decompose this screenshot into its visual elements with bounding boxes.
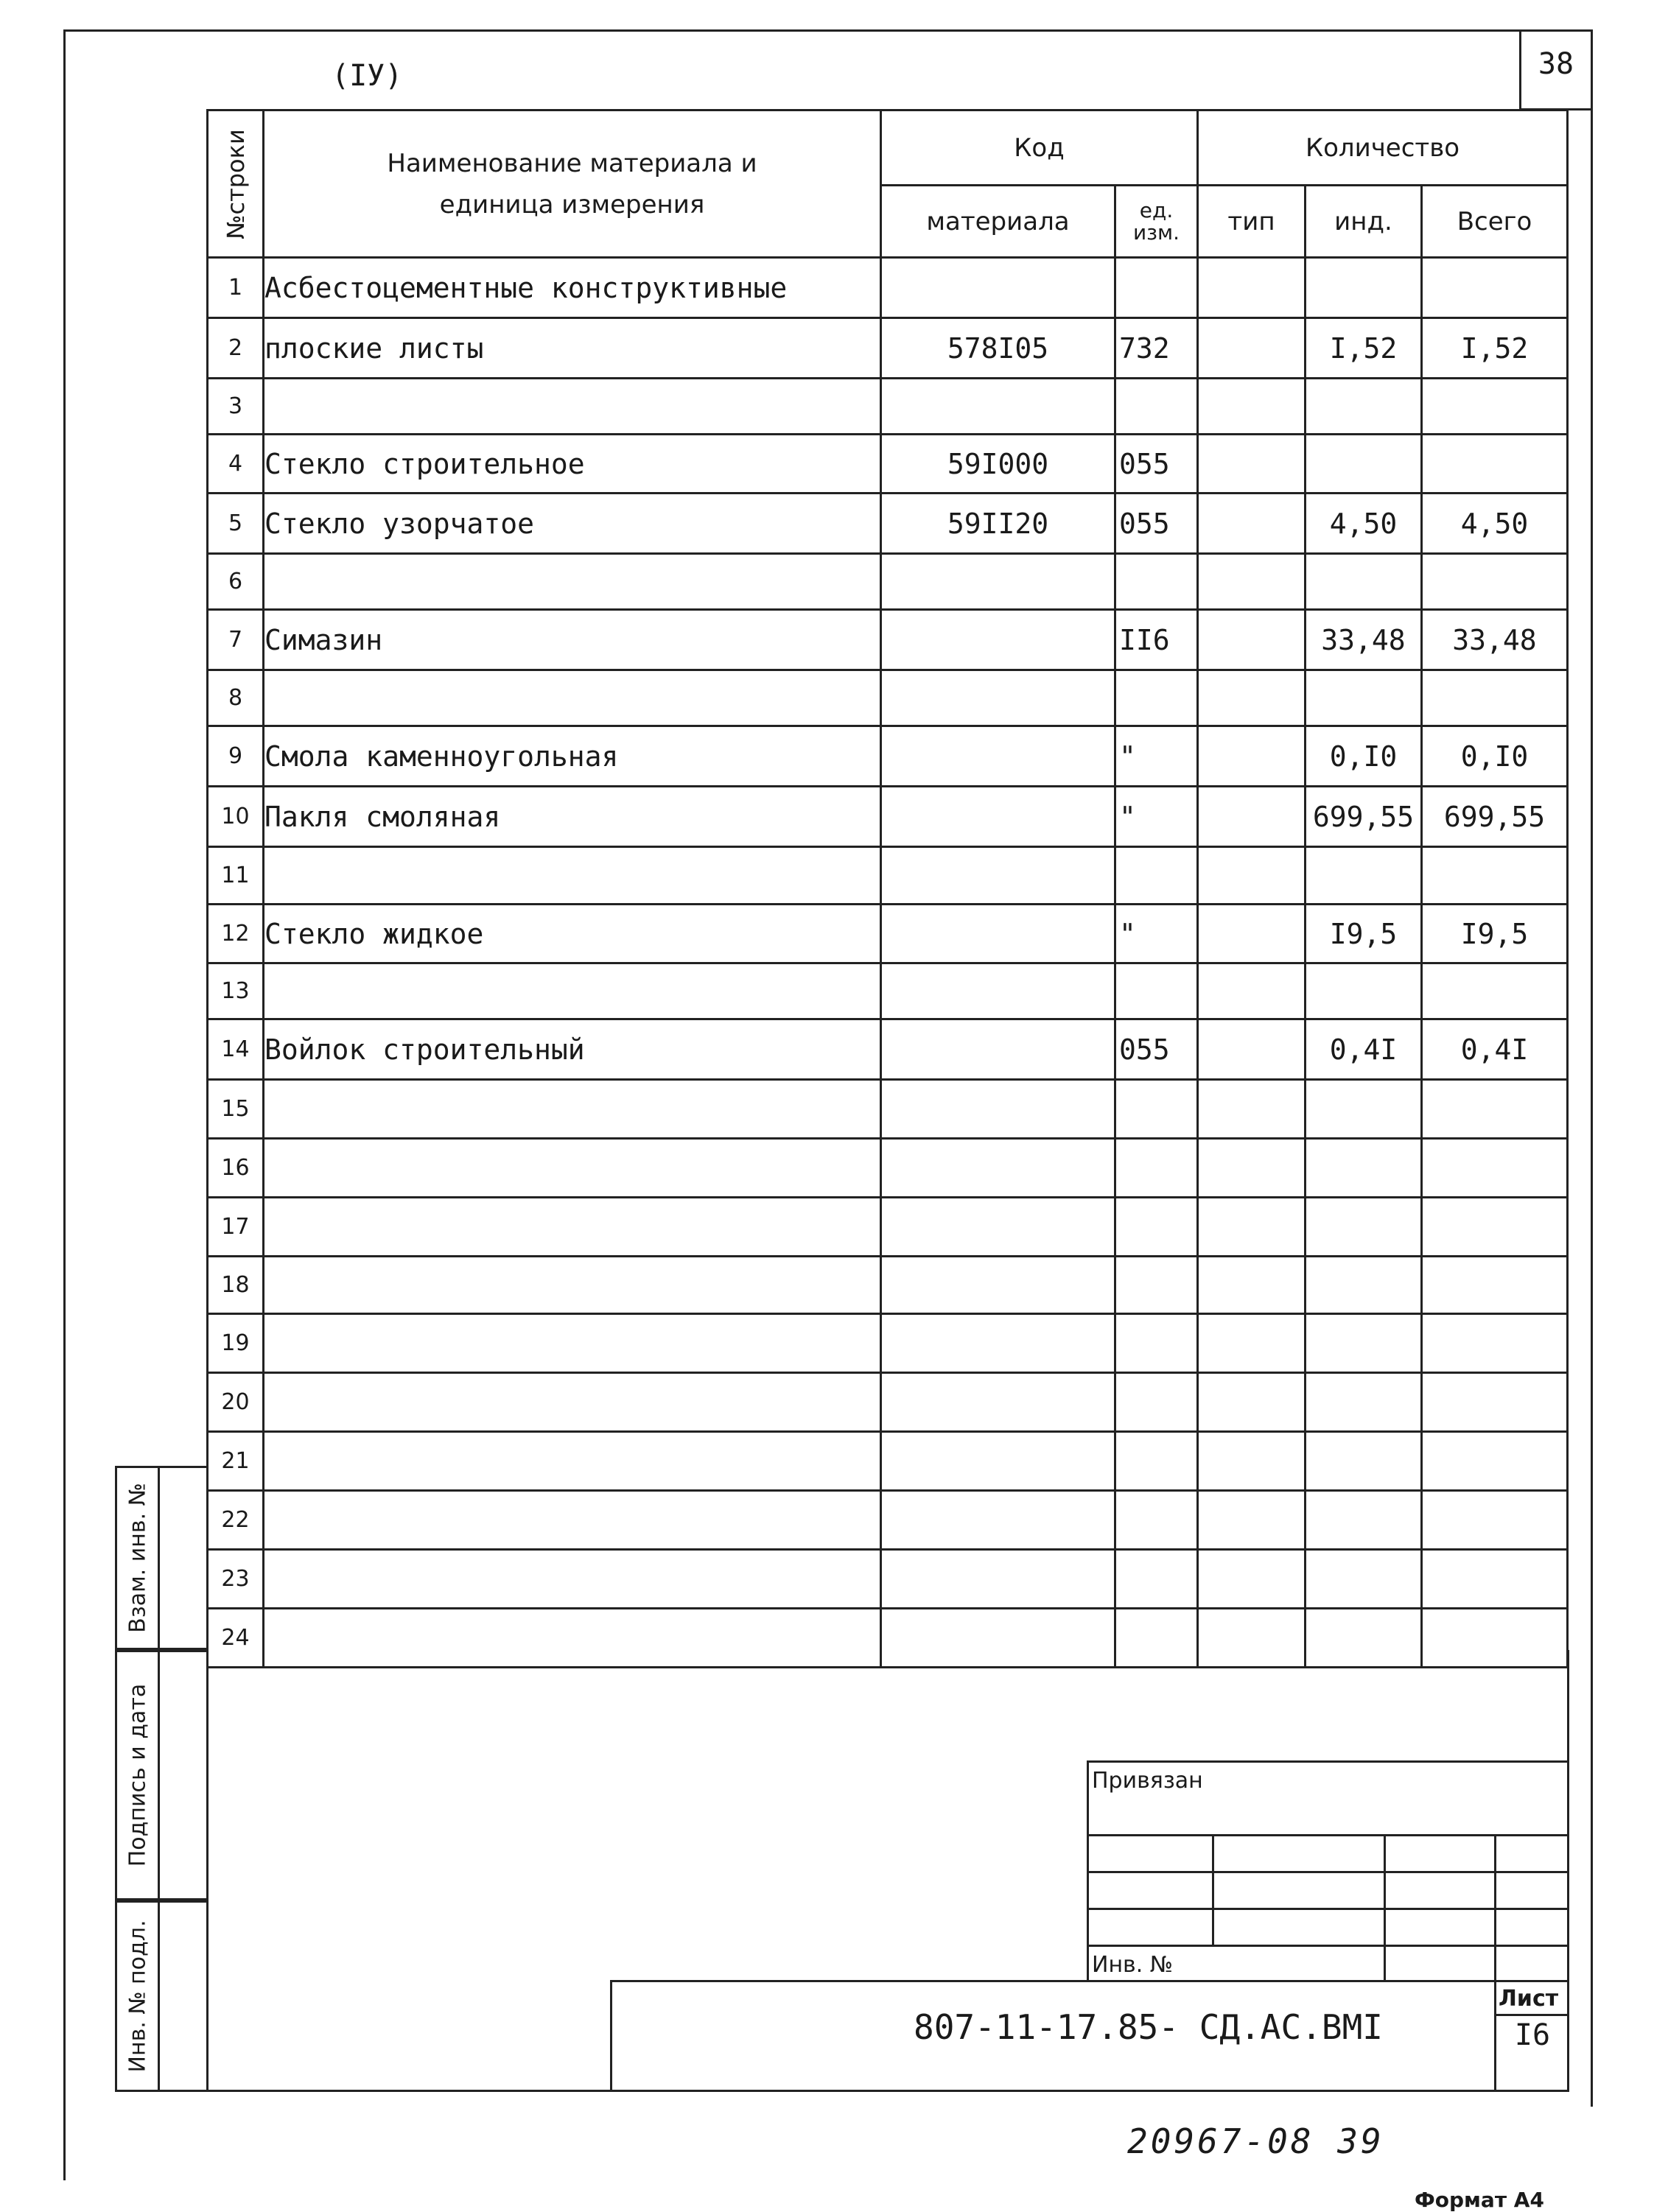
- unit-cell: [1115, 1491, 1198, 1550]
- total-quantity-cell: [1422, 1314, 1568, 1373]
- material-name-cell: [264, 1432, 881, 1491]
- side-label-inv-podl: Инв. № подл.: [125, 1920, 150, 2073]
- row-number-cell: 11: [208, 847, 264, 905]
- row-number-cell: 18: [208, 1257, 264, 1314]
- list-divider: [1494, 2014, 1569, 2016]
- type-cell: [1198, 1432, 1306, 1491]
- row-number-cell: 14: [208, 1019, 264, 1080]
- row-number-cell: 22: [208, 1491, 264, 1550]
- row-number-cell: 4: [208, 435, 264, 494]
- unit-cell: [1115, 379, 1198, 435]
- total-quantity-cell: [1422, 670, 1568, 726]
- table-row: [208, 1080, 1568, 1139]
- table-row: [208, 1257, 1568, 1314]
- material-name-cell: [264, 1198, 881, 1257]
- material-name-cell: [264, 1139, 881, 1198]
- row-number-cell: 9: [208, 726, 264, 787]
- privyazan-vline-1: [1212, 1834, 1214, 1945]
- type-cell: [1198, 726, 1306, 787]
- total-quantity-cell: [1422, 1550, 1568, 1609]
- sheet-number: 38: [1538, 47, 1574, 81]
- unit-cell: [1115, 1432, 1198, 1491]
- privyazan-line-3: [1087, 1908, 1569, 1910]
- material-code-cell: [881, 1198, 1115, 1257]
- privyazan-line-4: [1087, 1945, 1569, 1947]
- type-cell: [1198, 787, 1306, 847]
- ind-quantity-cell: [1306, 847, 1422, 905]
- privyazan-vline-2: [1384, 1834, 1386, 1981]
- table-row: [208, 963, 1568, 1019]
- type-cell: [1198, 379, 1306, 435]
- type-cell: [1198, 1550, 1306, 1609]
- ind-quantity-cell: [1306, 1080, 1422, 1139]
- row-number-cell: 13: [208, 963, 264, 1019]
- total-quantity-cell: 0,I0: [1422, 726, 1568, 787]
- material-name-cell: Стекло жидкое: [264, 905, 881, 963]
- material-code-cell: [881, 847, 1115, 905]
- side-label-podpis: Подпись и дата: [125, 1683, 150, 1867]
- unit-cell: II6: [1115, 610, 1198, 670]
- type-cell: [1198, 1198, 1306, 1257]
- type-cell: [1198, 1257, 1306, 1314]
- material-code-cell: [881, 1080, 1115, 1139]
- ind-quantity-cell: 33,48: [1306, 610, 1422, 670]
- unit-cell: [1115, 1550, 1198, 1609]
- section-label: (IУ): [332, 59, 403, 93]
- ind-quantity-cell: 0,4I: [1306, 1019, 1422, 1080]
- total-quantity-cell: [1422, 1373, 1568, 1432]
- archive-code: 20967-08 39: [1127, 2121, 1384, 2161]
- row-number-cell: 16: [208, 1139, 264, 1198]
- total-quantity-cell: [1422, 963, 1568, 1019]
- material-name-cell: [264, 1257, 881, 1314]
- material-code-cell: [881, 1139, 1115, 1198]
- ind-quantity-cell: 699,55: [1306, 787, 1422, 847]
- privyazan-line-2: [1087, 1871, 1569, 1873]
- row-number-cell: 2: [208, 318, 264, 379]
- total-quantity-cell: [1422, 554, 1568, 610]
- unit-cell: [1115, 670, 1198, 726]
- material-name-cell: Асбестоцементные конструктивные: [264, 258, 881, 318]
- row-number-cell: 17: [208, 1198, 264, 1257]
- table-row: [208, 610, 1568, 670]
- row-number-cell: 12: [208, 905, 264, 963]
- material-name-cell: [264, 1491, 881, 1550]
- type-cell: [1198, 670, 1306, 726]
- material-code-cell: [881, 1432, 1115, 1491]
- table-row: [208, 905, 1568, 963]
- ind-quantity-cell: [1306, 379, 1422, 435]
- title-block-top-line: [610, 1980, 1569, 1982]
- header-total: Всего: [1422, 186, 1568, 258]
- material-name-cell: Пакля смоляная: [264, 787, 881, 847]
- material-code-cell: [881, 1491, 1115, 1550]
- material-code-cell: [881, 1373, 1115, 1432]
- unit-cell: [1115, 1373, 1198, 1432]
- total-quantity-cell: 33,48: [1422, 610, 1568, 670]
- unit-cell: [1115, 847, 1198, 905]
- ind-quantity-cell: 0,I0: [1306, 726, 1422, 787]
- material-code-cell: [881, 1314, 1115, 1373]
- total-quantity-cell: I,52: [1422, 318, 1568, 379]
- material-code-cell: [881, 963, 1115, 1019]
- type-cell: [1198, 554, 1306, 610]
- material-name-cell: [264, 847, 881, 905]
- row-number-cell: 6: [208, 554, 264, 610]
- row-number-cell: 8: [208, 670, 264, 726]
- unit-cell: 732: [1115, 318, 1198, 379]
- type-cell: [1198, 494, 1306, 554]
- ind-quantity-cell: [1306, 963, 1422, 1019]
- type-cell: [1198, 847, 1306, 905]
- material-name-cell: Войлок строительный: [264, 1019, 881, 1080]
- frame-top-border: [63, 29, 1593, 32]
- row-number-cell: 19: [208, 1314, 264, 1373]
- material-code-cell: [881, 258, 1115, 318]
- table-row: [208, 1198, 1568, 1257]
- ind-quantity-cell: I9,5: [1306, 905, 1422, 963]
- ind-quantity-cell: [1306, 258, 1422, 318]
- header-material-code: материала: [881, 186, 1115, 258]
- privyazan-line-1: [1087, 1834, 1569, 1836]
- table-row: [208, 1373, 1568, 1432]
- ind-quantity-cell: [1306, 1432, 1422, 1491]
- ind-quantity-cell: [1306, 1491, 1422, 1550]
- header-code: Код: [881, 110, 1198, 186]
- privyazan-vline-3: [1494, 1834, 1496, 2092]
- table-row: [208, 435, 1568, 494]
- table-row: [208, 1432, 1568, 1491]
- row-number-cell: 7: [208, 610, 264, 670]
- header-material-name: Наименование материала и единица измерения: [264, 110, 881, 258]
- table-row: [208, 554, 1568, 610]
- total-quantity-cell: [1422, 1139, 1568, 1198]
- ind-quantity-cell: [1306, 670, 1422, 726]
- total-quantity-cell: [1422, 435, 1568, 494]
- material-code-cell: [881, 787, 1115, 847]
- ind-quantity-cell: [1306, 1198, 1422, 1257]
- header-unit: ед. изм.: [1115, 186, 1198, 258]
- material-name-cell: [264, 963, 881, 1019]
- type-cell: [1198, 258, 1306, 318]
- row-number-cell: 24: [208, 1609, 264, 1668]
- table-row: [208, 1139, 1568, 1198]
- title-block-left-line: [610, 1980, 612, 2092]
- material-code-cell: [881, 905, 1115, 963]
- total-quantity-cell: [1422, 1080, 1568, 1139]
- ind-quantity-cell: [1306, 1257, 1422, 1314]
- table-row: [208, 1491, 1568, 1550]
- material-name-cell: [264, 554, 881, 610]
- material-code-cell: [881, 610, 1115, 670]
- table-row: [208, 494, 1568, 554]
- material-code-cell: 59I000: [881, 435, 1115, 494]
- ind-quantity-cell: I,52: [1306, 318, 1422, 379]
- total-quantity-cell: I9,5: [1422, 905, 1568, 963]
- inv-no-label: Инв. №: [1092, 1952, 1174, 1978]
- row-number-cell: 1: [208, 258, 264, 318]
- material-code-cell: [881, 554, 1115, 610]
- total-quantity-cell: 699,55: [1422, 787, 1568, 847]
- material-code-cell: [881, 1257, 1115, 1314]
- privyazan-label: Привязан: [1092, 1768, 1203, 1794]
- total-quantity-cell: [1422, 258, 1568, 318]
- table-row: [208, 787, 1568, 847]
- ind-quantity-cell: 4,50: [1306, 494, 1422, 554]
- material-name-cell: плоские листы: [264, 318, 881, 379]
- type-cell: [1198, 1080, 1306, 1139]
- unit-cell: 055: [1115, 1019, 1198, 1080]
- type-cell: [1198, 435, 1306, 494]
- table-row: [208, 1019, 1568, 1080]
- material-name-cell: [264, 1373, 881, 1432]
- row-number-cell: 15: [208, 1080, 264, 1139]
- material-name-cell: Стекло строительное: [264, 435, 881, 494]
- total-quantity-cell: [1422, 1432, 1568, 1491]
- side-block-inv-podl: [115, 1900, 208, 2092]
- unit-cell: [1115, 1314, 1198, 1373]
- header-ind: инд.: [1306, 186, 1422, 258]
- row-number-cell: 3: [208, 379, 264, 435]
- type-cell: [1198, 963, 1306, 1019]
- frame-left-border: [63, 29, 66, 2180]
- type-cell: [1198, 610, 1306, 670]
- header-row-number: №строки: [208, 110, 264, 258]
- ind-quantity-cell: [1306, 554, 1422, 610]
- material-name-cell: [264, 1550, 881, 1609]
- material-spec-table: [206, 109, 1569, 1668]
- material-code-cell: 59II20: [881, 494, 1115, 554]
- type-cell: [1198, 905, 1306, 963]
- unit-cell: [1115, 258, 1198, 318]
- unit-cell: [1115, 1139, 1198, 1198]
- ind-quantity-cell: [1306, 435, 1422, 494]
- frame-right-border: [1591, 29, 1593, 2107]
- table-row: [208, 670, 1568, 726]
- list-label: Лист: [1499, 1986, 1559, 2012]
- type-cell: [1198, 1491, 1306, 1550]
- material-name-cell: Смола каменноугольная: [264, 726, 881, 787]
- unit-cell: ": [1115, 905, 1198, 963]
- total-quantity-cell: [1422, 1491, 1568, 1550]
- unit-cell: [1115, 963, 1198, 1019]
- table-row: [208, 379, 1568, 435]
- table-row: [208, 1314, 1568, 1373]
- list-value: I6: [1514, 2018, 1551, 2052]
- header-type: тип: [1198, 186, 1306, 258]
- unit-cell: [1115, 1257, 1198, 1314]
- material-code-cell: 578I05: [881, 318, 1115, 379]
- material-code-cell: [881, 379, 1115, 435]
- type-cell: [1198, 1139, 1306, 1198]
- unit-cell: [1115, 554, 1198, 610]
- material-code-cell: [881, 726, 1115, 787]
- material-name-cell: [264, 670, 881, 726]
- header-quantity: Количество: [1198, 110, 1568, 186]
- table-row: [208, 1550, 1568, 1609]
- unit-cell: 055: [1115, 435, 1198, 494]
- ind-quantity-cell: [1306, 1139, 1422, 1198]
- total-quantity-cell: 4,50: [1422, 494, 1568, 554]
- format-label: Формат А4: [1415, 2188, 1544, 2212]
- total-quantity-cell: [1422, 1257, 1568, 1314]
- material-name-cell: [264, 379, 881, 435]
- row-number-cell: 20: [208, 1373, 264, 1432]
- type-cell: [1198, 318, 1306, 379]
- unit-cell: 055: [1115, 494, 1198, 554]
- table-row: [208, 847, 1568, 905]
- type-cell: [1198, 1373, 1306, 1432]
- row-number-cell: 10: [208, 787, 264, 847]
- material-name-cell: [264, 1080, 881, 1139]
- unit-cell: [1115, 1198, 1198, 1257]
- ind-quantity-cell: [1306, 1314, 1422, 1373]
- material-code-cell: [881, 670, 1115, 726]
- total-quantity-cell: 0,4I: [1422, 1019, 1568, 1080]
- total-quantity-cell: [1422, 1198, 1568, 1257]
- material-name-cell: [264, 1314, 881, 1373]
- side-block-vzam: [115, 1466, 208, 1650]
- total-quantity-cell: [1422, 379, 1568, 435]
- document-code: 807-11-17.85- СД.АС.ВМI: [914, 2007, 1383, 2047]
- table-row: [208, 258, 1568, 318]
- type-cell: [1198, 1019, 1306, 1080]
- table-row: [208, 726, 1568, 787]
- total-quantity-cell: [1422, 847, 1568, 905]
- material-code-cell: [881, 1550, 1115, 1609]
- unit-cell: ": [1115, 726, 1198, 787]
- table-row: [208, 318, 1568, 379]
- row-number-cell: 21: [208, 1432, 264, 1491]
- ind-quantity-cell: [1306, 1373, 1422, 1432]
- material-code-cell: [881, 1019, 1115, 1080]
- unit-cell: [1115, 1080, 1198, 1139]
- material-name-cell: Симазин: [264, 610, 881, 670]
- side-block-podpis: [115, 1650, 208, 1900]
- row-number-cell: 5: [208, 494, 264, 554]
- side-label-vzam: Взам. инв. №: [125, 1483, 150, 1633]
- unit-cell: ": [1115, 787, 1198, 847]
- type-cell: [1198, 1314, 1306, 1373]
- row-number-cell: 23: [208, 1550, 264, 1609]
- material-name-cell: Стекло узорчатое: [264, 494, 881, 554]
- ind-quantity-cell: [1306, 1550, 1422, 1609]
